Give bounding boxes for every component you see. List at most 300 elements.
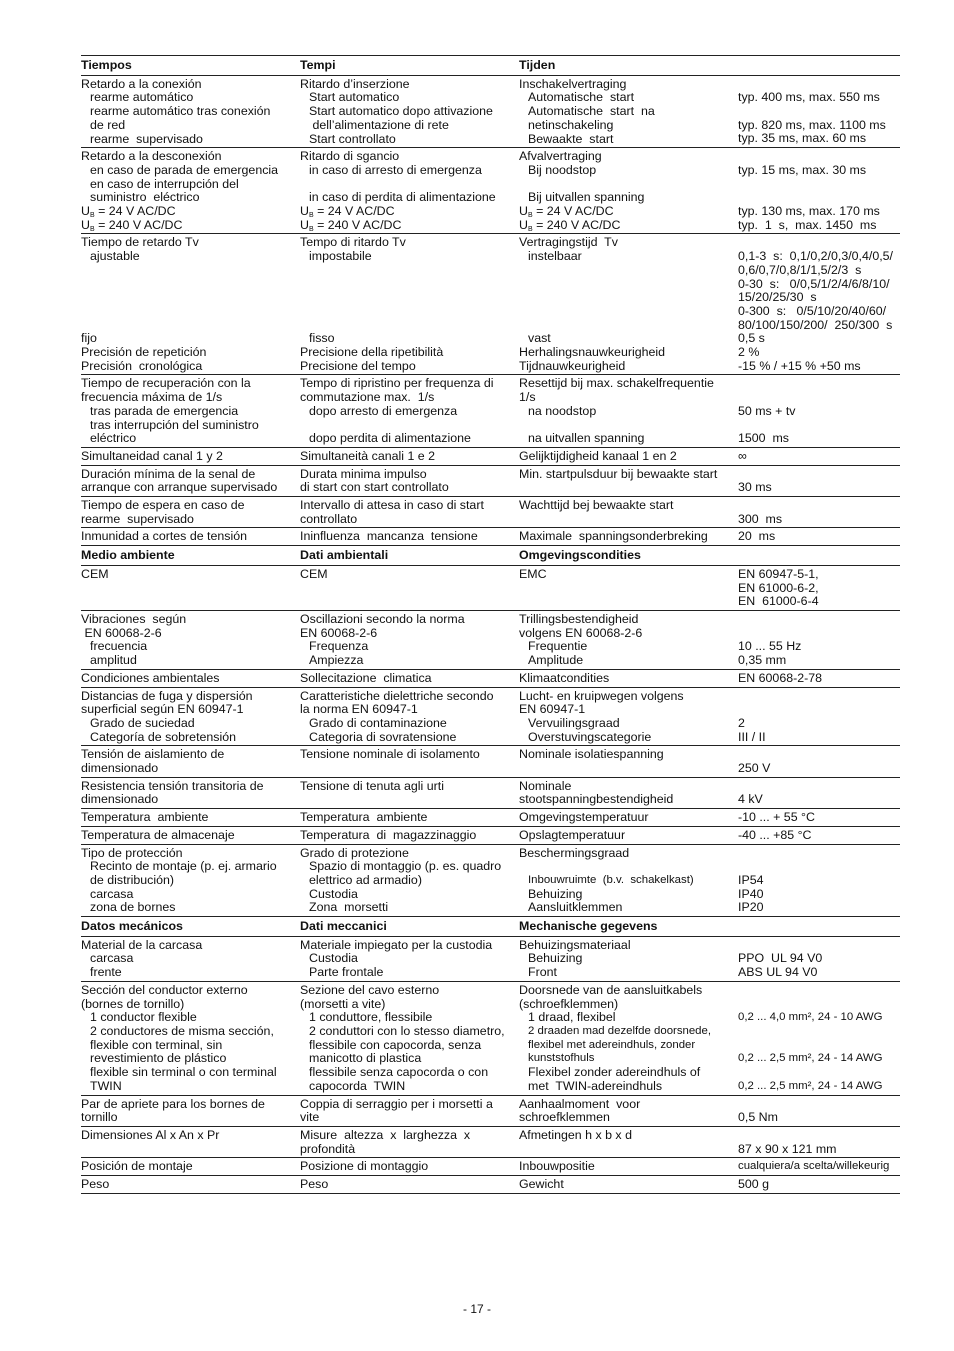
section-title-value xyxy=(738,546,900,566)
cell-line: Sezione del cavo esterno xyxy=(300,982,440,997)
cell-spanish xyxy=(81,148,300,234)
section-header-row xyxy=(81,546,900,566)
cell-line xyxy=(738,703,900,717)
cell-line: 87 x 90 x 121 mm xyxy=(738,1141,837,1156)
cell-line: Flexibel zonder adereindhuls of xyxy=(528,1065,701,1080)
table-row xyxy=(81,465,900,496)
cell-line: IP20 xyxy=(738,900,764,915)
cell-line: Peso xyxy=(300,1177,329,1192)
cell-line xyxy=(519,762,738,776)
cell-value xyxy=(738,1158,900,1176)
cell-line: typ. 35 ms, max. 60 ms xyxy=(738,131,867,146)
line-rest: = 24 V AC/DC xyxy=(532,204,614,219)
page-number: - 17 - xyxy=(462,1302,491,1316)
cell-line: Zona morsetti xyxy=(309,900,389,915)
cell-line: Ininfluenza mancanza tensione xyxy=(300,529,478,544)
cell-line: Vervuilingsgraad xyxy=(528,715,620,730)
cell-value xyxy=(738,1095,900,1126)
cell-value xyxy=(738,936,900,981)
cell-line: amplitud xyxy=(90,653,137,668)
cell-line: Wachttijd bej bewaakte start xyxy=(519,498,674,513)
cell-line xyxy=(300,582,519,596)
cell-line: III / II xyxy=(738,729,766,744)
cell-line: kunststofhuls xyxy=(528,1052,595,1065)
cell-line: Start automatico xyxy=(309,90,400,105)
cell-line: Doorsnede van de aansluitkabels xyxy=(519,982,703,997)
cell-line xyxy=(738,748,900,762)
cell-line: Categoria di sovratensione xyxy=(309,729,457,744)
cell-line: 1 conduttore, flessibile xyxy=(309,1010,433,1025)
cell-line: 300 ms xyxy=(738,511,783,526)
cell-italian xyxy=(300,465,519,496)
cell-line: ABS UL 94 V0 xyxy=(738,965,818,980)
cell-line: Ritardo di sgancio xyxy=(300,149,400,164)
cell-line: Overstuvingscategorie xyxy=(528,729,652,744)
cell-line: revestimiento de plástico xyxy=(90,1051,227,1066)
section-title-italian: Dati ambientali xyxy=(300,548,389,563)
cell-line: in caso di arresto di emergenza xyxy=(309,162,482,177)
cell-dutch xyxy=(519,826,738,844)
cell-line xyxy=(738,1039,900,1053)
cell-line xyxy=(81,278,300,292)
cell-line xyxy=(300,305,519,319)
cell-line: flexibel met adereindhuls, zonder xyxy=(528,1038,696,1051)
cell-line: Tiempo de recuperación con la xyxy=(81,376,251,391)
cell-dutch xyxy=(519,844,738,917)
cell-spanish xyxy=(81,669,300,687)
cell-line: fijo xyxy=(81,331,97,346)
cell-line xyxy=(738,191,900,205)
cell-value xyxy=(738,465,900,496)
cell-line: di start con start controllato xyxy=(300,480,449,495)
cell-line: EN 60947-5-1, xyxy=(738,566,819,581)
table-header-row xyxy=(81,56,900,76)
cell-value xyxy=(738,809,900,827)
cell-line: superficial según EN 60947-1 xyxy=(81,702,244,717)
cell-line: 2 draaden mad dezelfde doorsnede, xyxy=(528,1024,712,1037)
cell-value xyxy=(738,528,900,546)
cell-line xyxy=(738,1098,900,1112)
cell-line: Amplitude xyxy=(528,653,584,668)
cell-line: rearme supervisado xyxy=(81,511,194,526)
cell-spanish xyxy=(81,844,300,917)
cell-line: Tiempo de retardo Tv xyxy=(81,235,199,250)
cell-line xyxy=(300,205,519,219)
cell-line: 2 % xyxy=(738,345,760,360)
cell-dutch xyxy=(519,75,738,148)
cell-line: Resettijd bij max. schakelfrequentie xyxy=(519,376,714,391)
cell-line xyxy=(738,78,900,92)
cell-line: Inbouwpositie xyxy=(519,1159,595,1174)
cell-line: -15 % / +15 % +50 ms xyxy=(738,358,861,373)
line-symbol: U xyxy=(519,217,528,232)
table-row xyxy=(81,936,900,981)
cell-line: Recinto de montaje (p. ej. armario xyxy=(90,859,277,874)
cell-value xyxy=(738,981,900,1095)
cell-spanish xyxy=(81,497,300,528)
line-rest: = 240 V AC/DC xyxy=(94,217,183,232)
cell-line: 0,2 ... 2,5 mm², 24 - 14 AWG xyxy=(738,1052,883,1065)
cell-line: 0,1-3 s: 0,1/0,2/0,3/0,4/0,5/ xyxy=(738,249,893,264)
line-subscript: B xyxy=(527,212,533,220)
cell-line xyxy=(300,793,519,807)
cell-spanish xyxy=(81,611,300,670)
table-row xyxy=(81,75,900,148)
cell-italian xyxy=(300,611,519,670)
cell-line: typ. 130 ms, max. 170 ms xyxy=(738,203,880,218)
cell-line xyxy=(738,105,900,119)
cell-line: Temperatura ambiente xyxy=(300,810,428,825)
cell-line: Automatische start na xyxy=(528,104,655,119)
line-subscript: B xyxy=(89,225,95,233)
cell-line: 2 conduttori con lo stesso diametro, xyxy=(309,1023,505,1038)
cell-italian xyxy=(300,528,519,546)
cell-line: carcasa xyxy=(90,886,134,901)
cell-line: eléctrico xyxy=(90,431,137,446)
cell-line: 50 ms + tv xyxy=(738,403,796,418)
cell-line: 0-30 s: 0/0,5/1/2/4/6/8/10/ xyxy=(738,276,890,291)
cell-line: 0-300 s: 0/5/10/20/40/60/ xyxy=(738,303,887,318)
cell-line: Start automatico dopo attivazione xyxy=(309,104,493,119)
cell-line: Tijdnauwkeurigheid xyxy=(519,358,626,373)
cell-line xyxy=(519,278,738,292)
table-row xyxy=(81,611,900,670)
cell-line xyxy=(300,219,519,233)
cell-line: Opslagtemperatuur xyxy=(519,827,626,842)
cell-line: ∞ xyxy=(738,448,747,463)
table-row xyxy=(81,777,900,808)
cell-line: EN 60068-2-6 xyxy=(81,625,162,640)
cell-line xyxy=(738,690,900,704)
cell-line: Ritardo d’inserzione xyxy=(300,76,410,91)
header-value xyxy=(738,56,900,76)
line-symbol: U xyxy=(81,217,90,232)
cell-line: 4 kV xyxy=(738,792,763,807)
table-row xyxy=(81,1126,900,1157)
cell-line: 0,6/0,7/0,8/1/1,5/2/3 s xyxy=(738,262,862,277)
cell-line: Retardo a la desconexión xyxy=(81,149,222,164)
cell-italian xyxy=(300,669,519,687)
cell-line: dimensionado xyxy=(81,792,159,807)
cell-line: Tempo di ritardo Tv xyxy=(300,235,406,250)
spec-sheet xyxy=(81,55,900,1194)
cell-line: EMC xyxy=(519,566,547,581)
header-dutch: Tijden xyxy=(519,58,556,72)
cell-line: Precisión de repetición xyxy=(81,344,207,359)
cell-italian xyxy=(300,75,519,148)
cell-line xyxy=(300,595,519,609)
cell-line: Tensione di tenuta agli urti xyxy=(300,778,444,793)
section-title-spanish: Datos mecánicos xyxy=(81,919,183,934)
cell-line: Simultaneità canali 1 e 2 xyxy=(300,448,436,463)
cell-line: Tensione nominale di isolamento xyxy=(300,747,480,762)
cell-dutch xyxy=(519,565,738,610)
cell-line: Grado di contaminazione xyxy=(309,715,447,730)
cell-line xyxy=(738,419,900,433)
cell-line: Peso xyxy=(81,1177,110,1192)
cell-line: 20 ms xyxy=(738,529,776,544)
cell-line: manicotto di plastica xyxy=(309,1051,422,1066)
cell-line xyxy=(738,627,900,641)
cell-line: Automatische start xyxy=(528,90,635,105)
cell-line: Trillingsbestendigheid xyxy=(519,612,639,626)
cell-italian xyxy=(300,981,519,1095)
cell-line: rearme automático tras conexión xyxy=(90,104,271,119)
cell-line xyxy=(738,391,900,405)
cell-line: met TWIN-adereindhuls xyxy=(528,1078,663,1093)
cell-line: Tensión de aislamiento de xyxy=(81,747,225,762)
cell-line: ajustable xyxy=(90,249,140,264)
cell-value xyxy=(738,844,900,917)
cell-line: 1 conductor flexible xyxy=(90,1010,197,1025)
cell-line: Vertragingstijd Tv xyxy=(519,235,618,250)
cell-line: Parte frontale xyxy=(309,965,384,980)
cell-line xyxy=(519,481,738,495)
cell-line: Aansluitklemmen xyxy=(528,900,623,915)
cell-line: Materiale impiegato per la custodia xyxy=(300,937,493,952)
cell-line xyxy=(300,291,519,305)
cell-line xyxy=(519,595,738,609)
cell-spanish xyxy=(81,234,300,375)
cell-line: Misure altezza x larghezza x xyxy=(300,1127,471,1142)
cell-spanish xyxy=(81,936,300,981)
cell-italian xyxy=(300,1158,519,1176)
cell-line xyxy=(738,984,900,998)
cell-line xyxy=(519,178,738,192)
cell-italian xyxy=(300,687,519,746)
cell-spanish xyxy=(81,1095,300,1126)
cell-line: 0,5 s xyxy=(738,331,765,346)
cell-line: Custodia xyxy=(309,886,358,901)
cell-italian xyxy=(300,375,519,448)
cell-line xyxy=(300,178,519,192)
table-row xyxy=(81,1095,900,1126)
cell-dutch xyxy=(519,669,738,687)
cell-line: 1/s xyxy=(519,390,536,405)
cell-italian xyxy=(300,234,519,375)
section-title-spanish: Medio ambiente xyxy=(81,548,175,563)
cell-value xyxy=(738,497,900,528)
cell-line xyxy=(81,219,300,233)
section-header-row xyxy=(81,917,900,937)
cell-line: Spazio di montaggio (p. es. quadro xyxy=(309,859,502,874)
cell-line: 15/20/25/30 s xyxy=(738,290,817,305)
cell-line xyxy=(519,419,738,433)
cell-spanish xyxy=(81,777,300,808)
cell-line xyxy=(738,998,900,1012)
cell-line: na noodstop xyxy=(528,403,597,418)
cell-line: CEM xyxy=(300,566,328,581)
cell-line xyxy=(738,939,900,953)
cell-value xyxy=(738,447,900,465)
cell-line: frecuencia xyxy=(90,639,148,654)
cell-line: Custodia xyxy=(309,951,358,966)
table-row xyxy=(81,981,900,1095)
cell-line: 500 g xyxy=(738,1177,770,1192)
cell-spanish xyxy=(81,75,300,148)
cell-line: (morsetti a vite) xyxy=(300,996,386,1011)
table-row xyxy=(81,1158,900,1176)
header-italian: Tempi xyxy=(300,58,336,72)
cell-line: IP40 xyxy=(738,886,764,901)
table-row xyxy=(81,809,900,827)
table-row xyxy=(81,669,900,687)
cell-line: CEM xyxy=(81,566,109,581)
cell-line: Inschakelvertraging xyxy=(519,76,627,91)
cell-line: suministro eléctrico xyxy=(90,190,200,205)
cell-dutch xyxy=(519,528,738,546)
cell-line: rearme supervisado xyxy=(90,131,203,146)
cell-value xyxy=(738,1126,900,1157)
table-row xyxy=(81,746,900,777)
cell-spanish xyxy=(81,746,300,777)
cell-line: Duración mínima de la senal de xyxy=(81,466,256,481)
cell-italian xyxy=(300,148,519,234)
cell-line: en caso de interrupción del xyxy=(90,176,239,191)
cell-value xyxy=(738,687,900,746)
cell-line xyxy=(300,264,519,278)
cell-dutch xyxy=(519,148,738,234)
cell-line: arranque con arranque supervisado xyxy=(81,480,278,495)
cell-line: Beschermingsgraad xyxy=(519,845,630,860)
table-row xyxy=(81,844,900,917)
cell-line: Afmetingen h x b x d xyxy=(519,1127,632,1142)
cell-line: EN 61000-6-4 xyxy=(738,594,819,609)
line-subscript: B xyxy=(89,212,95,220)
cell-line: 1 draad, flexibel xyxy=(528,1010,616,1025)
table-row xyxy=(81,447,900,465)
cell-dutch xyxy=(519,611,738,670)
cell-line: Retardo a la conexión xyxy=(81,76,202,91)
cell-line: 2 conductores de misma sección, xyxy=(90,1023,274,1038)
cell-value xyxy=(738,75,900,148)
cell-line xyxy=(738,847,900,861)
cell-line: 1500 ms xyxy=(738,431,789,446)
cell-line: typ. 400 ms, max. 550 ms xyxy=(738,90,880,105)
cell-line xyxy=(738,468,900,482)
cell-dutch xyxy=(519,981,738,1095)
cell-line xyxy=(738,860,900,874)
cell-line: Behuizingsmateriaal xyxy=(519,937,631,952)
table-row xyxy=(81,528,900,546)
cell-line xyxy=(300,419,519,433)
cell-line: dell’alimentazione di rete xyxy=(309,117,449,132)
cell-line: Oscillazioni secondo la norma xyxy=(300,612,465,626)
cell-line: typ. 820 ms, max. 1100 ms xyxy=(738,117,886,132)
cell-line xyxy=(738,178,900,192)
cell-line: controllato xyxy=(300,511,358,526)
cell-italian xyxy=(300,565,519,610)
line-symbol: U xyxy=(300,204,309,219)
cell-value xyxy=(738,746,900,777)
cell-line xyxy=(81,205,300,219)
cell-line: Material de la carcasa xyxy=(81,937,203,952)
cell-line: stootspanningbestendigheid xyxy=(519,792,674,807)
cell-line: Gewicht xyxy=(519,1177,564,1192)
cell-line: Klimaatcondities xyxy=(519,670,610,685)
cell-line xyxy=(519,1143,738,1157)
cell-line: Temperatura ambiente xyxy=(81,810,209,825)
cell-dutch xyxy=(519,465,738,496)
cell-line: impostabile xyxy=(309,249,372,264)
cell-line: Precisione del tempo xyxy=(300,358,416,373)
cell-line xyxy=(519,513,738,527)
cell-line: dopo arresto di emergenza xyxy=(309,403,458,418)
cell-line: vite xyxy=(300,1110,320,1125)
cell-line: tras parada de emergencia xyxy=(90,403,239,418)
line-rest: = 240 V AC/DC xyxy=(313,217,402,232)
cell-line: 0,2 ... 2,5 mm², 24 - 14 AWG xyxy=(738,1079,883,1092)
cell-italian xyxy=(300,809,519,827)
cell-line: Nominale xyxy=(519,778,572,793)
cell-line: dimensionado xyxy=(81,761,159,776)
cell-value xyxy=(738,669,900,687)
cell-line: vast xyxy=(528,331,551,346)
table-row xyxy=(81,234,900,375)
cell-line: Caratteristiche dielettriche secondo xyxy=(300,688,494,703)
cell-line: Precisione della ripetibilità xyxy=(300,344,444,359)
line-rest: = 24 V AC/DC xyxy=(94,204,176,219)
cell-line xyxy=(300,278,519,292)
line-subscript: B xyxy=(308,212,314,220)
cell-line xyxy=(738,780,900,794)
cell-spanish xyxy=(81,565,300,610)
cell-line: commutazione max. 1/s xyxy=(300,390,435,405)
cell-line: Tempo di ripristino per frequenza di xyxy=(300,376,494,391)
cell-italian xyxy=(300,936,519,981)
cell-line: EN 61000-6-2, xyxy=(738,580,819,595)
table-body xyxy=(81,75,900,1193)
cell-line: Front xyxy=(528,965,557,980)
cell-line: Bewaakte start xyxy=(528,131,614,146)
table-row xyxy=(81,565,900,610)
cell-line: EN 60947-1 xyxy=(519,702,586,717)
cell-value xyxy=(738,611,900,670)
cell-line xyxy=(738,236,900,250)
cell-dutch xyxy=(519,687,738,746)
line-symbol: U xyxy=(519,204,528,219)
cell-line: Grado de suciedad xyxy=(90,715,195,730)
cell-italian xyxy=(300,1176,519,1194)
cell-spanish xyxy=(81,528,300,546)
table-row xyxy=(81,826,900,844)
header-spanish: Tiempos xyxy=(81,58,132,72)
cell-line xyxy=(738,1025,900,1039)
cell-line: EN 60068-2-78 xyxy=(738,670,823,685)
cell-line: Aanhaalmoment voor xyxy=(519,1096,641,1111)
cell-spanish xyxy=(81,447,300,465)
cell-line: Frequentie xyxy=(528,639,588,654)
cell-line: volgens EN 60068-2-6 xyxy=(519,625,643,640)
technical-data-table xyxy=(81,55,900,1194)
cell-line: EN 60068-2-6 xyxy=(300,625,378,640)
cell-italian xyxy=(300,497,519,528)
cell-dutch xyxy=(519,1176,738,1194)
cell-line: Precisión cronológica xyxy=(81,358,203,373)
cell-line: Start controllato xyxy=(309,131,396,146)
cell-line: Grado di protezione xyxy=(300,845,409,860)
cell-line: frente xyxy=(90,965,122,980)
cell-line: Behuizing xyxy=(528,886,583,901)
cell-line: Maximale spanningsonderbreking xyxy=(519,529,708,544)
cell-line: 250 V xyxy=(738,761,771,776)
cell-value xyxy=(738,777,900,808)
table-row xyxy=(81,148,900,234)
cell-line: de red xyxy=(90,117,126,132)
cell-dutch xyxy=(519,497,738,528)
cell-dutch xyxy=(519,746,738,777)
cell-line xyxy=(519,291,738,305)
